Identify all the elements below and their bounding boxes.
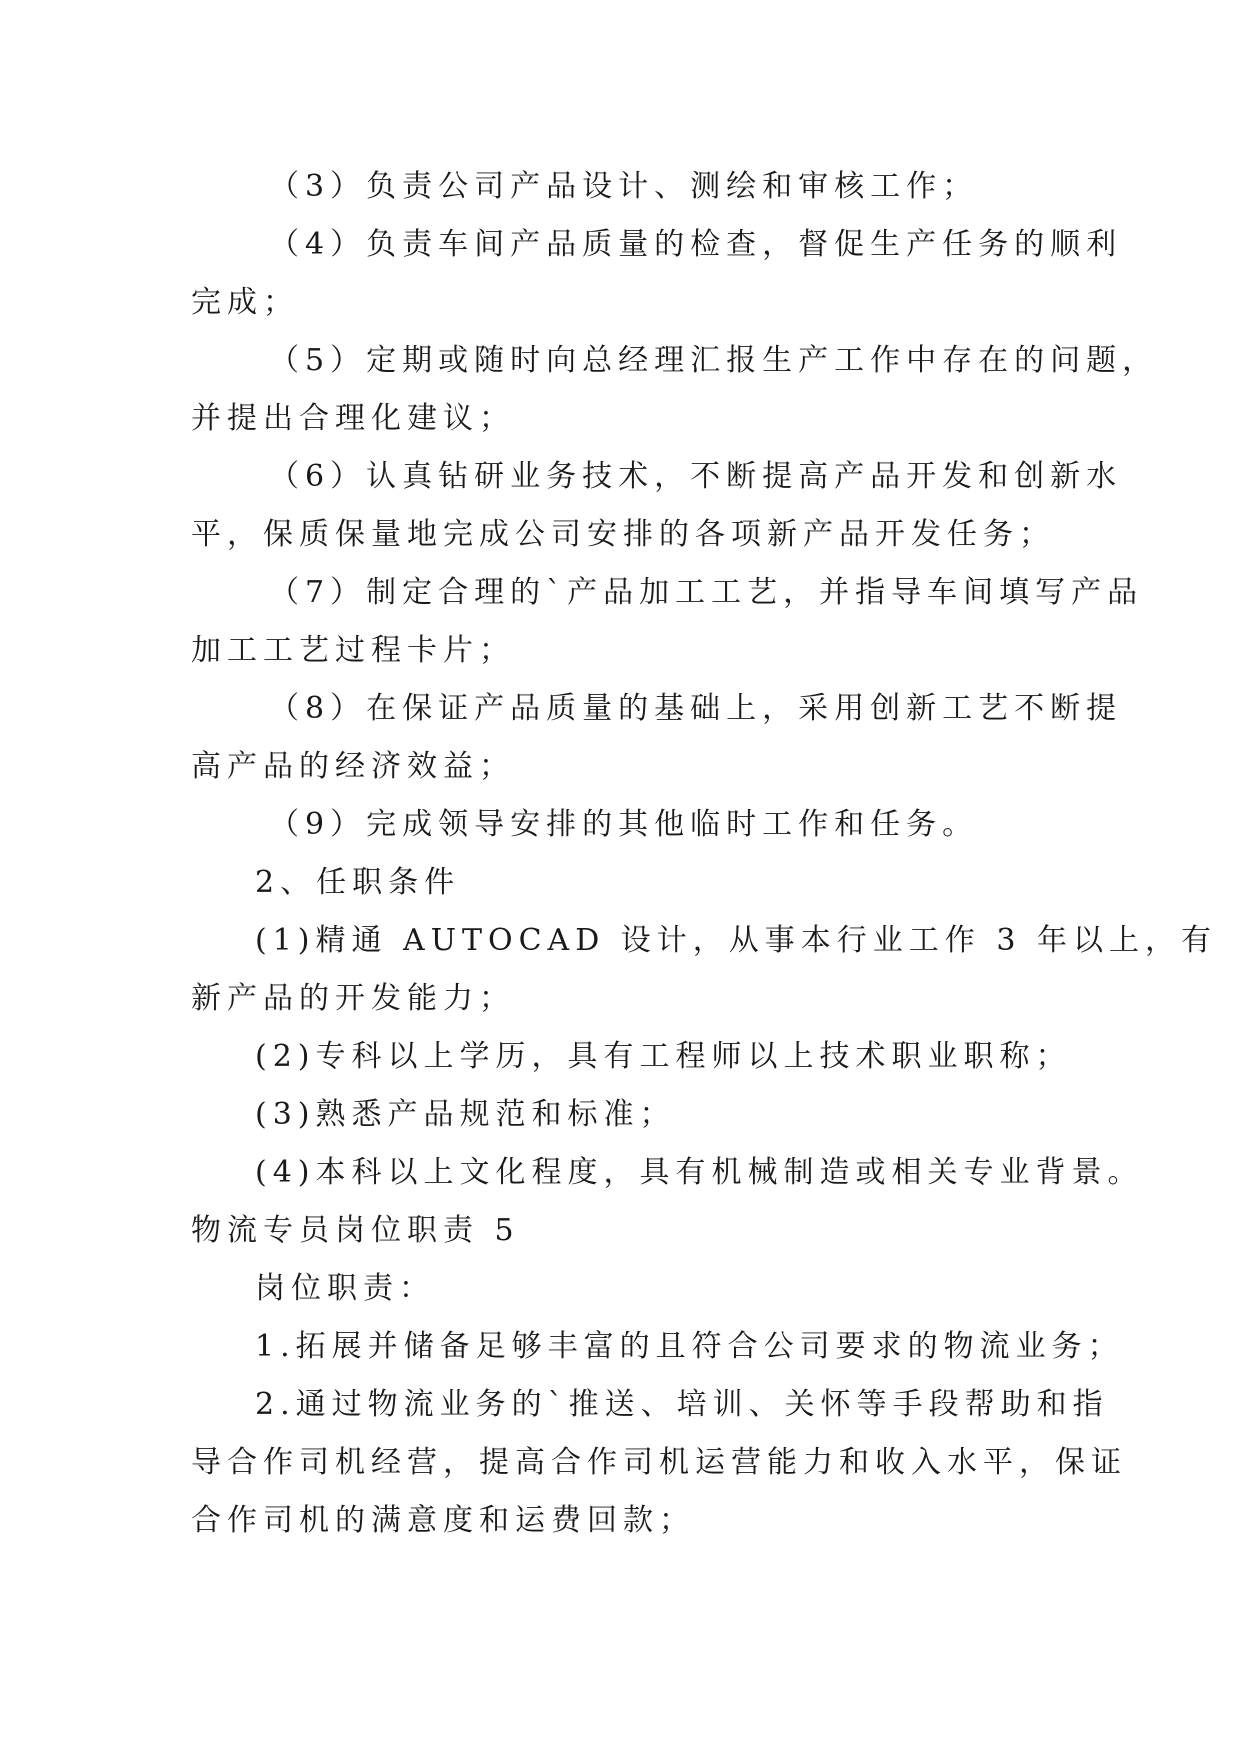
duties-heading: 岗位职责： (255, 1271, 435, 1306)
duty-item-8-cont: 高产品的经济效益； (191, 749, 515, 784)
requirement-item-4: (4)本科以上文化程度，具有机械制造或相关专业背景。 (255, 1155, 1144, 1190)
duty-item-3: （3）负责公司产品设计、测绘和审核工作； (269, 169, 979, 204)
duty-item-4-cont: 完成； (191, 285, 299, 320)
requirement-item-3: (3)熟悉产品规范和标准； (255, 1097, 676, 1132)
section-heading-requirements: 2、任职条件 (255, 865, 461, 900)
logistics-duty-2-cont: 导合作司机经营，提高合作司机运营能力和收入水平，保证 (191, 1445, 1127, 1480)
duty-item-6-cont: 平，保质保量地完成公司安排的各项新产品开发任务； (191, 517, 1055, 552)
logistics-duty-1: 1.拓展并储备足够丰富的且符合公司要求的物流业务； (255, 1329, 1124, 1364)
duty-item-5: （5）定期或随时向总经理汇报生产工作中存在的问题， (269, 343, 1159, 378)
requirement-item-1-cont: 新产品的开发能力； (191, 981, 515, 1016)
duty-item-9: （9）完成领导安排的其他临时工作和任务。 (269, 807, 979, 842)
requirement-item-2: (2)专科以上学历，具有工程师以上技术职业职称； (255, 1039, 1072, 1074)
logistics-duty-2: 2.通过物流业务的`推送、培训、关怀等手段帮助和指 (255, 1387, 1109, 1422)
job-title-heading: 物流专员岗位职责 5 (191, 1213, 520, 1248)
duty-item-5-cont: 并提出合理化建议； (191, 401, 515, 436)
document-body (191, 158, 1217, 1550)
duty-item-4: （4）负责车间产品质量的检查，督促生产任务的顺利 (269, 227, 1123, 262)
duty-item-7-cont: 加工工艺过程卡片； (191, 633, 515, 668)
logistics-duty-2-cont-2: 合作司机的满意度和运费回款； (191, 1503, 695, 1538)
requirement-item-1: (1)精通 AUTOCAD 设计，从事本行业工作 3 年以上，有 (255, 923, 1217, 958)
duty-item-7: （7）制定合理的`产品加工工艺，并指导车间填写产品 (269, 575, 1144, 610)
duty-item-6: （6）认真钻研业务技术，不断提高产品开发和创新水 (269, 459, 1123, 494)
duty-item-8: （8）在保证产品质量的基础上，采用创新工艺不断提 (269, 691, 1123, 726)
